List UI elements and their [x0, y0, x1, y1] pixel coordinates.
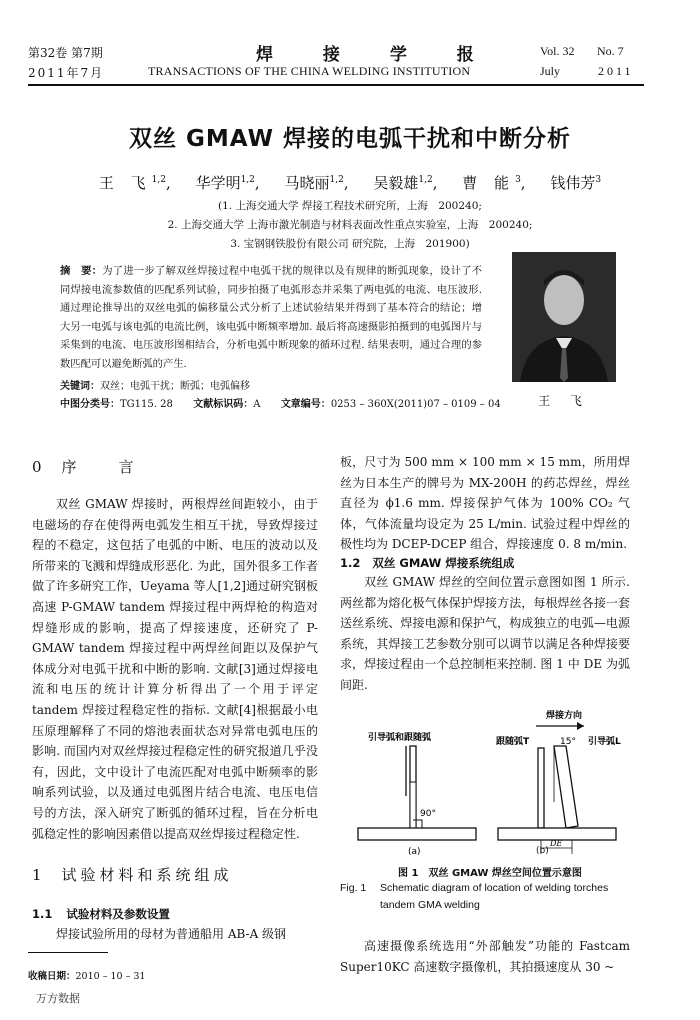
- header-rule: [28, 84, 644, 86]
- affiliation-1: (1. 上海交通大学 焊接工程技术研究所，上海 200240;: [218, 200, 482, 212]
- affiliation-2: 2. 上海交通大学 上海市激光制造与材料表面改性重点实验室，上海 200240;: [167, 219, 533, 231]
- author-photo: [512, 252, 616, 382]
- section-heading-0: 0 序 言: [32, 458, 138, 476]
- header-number-en: No. 7: [597, 44, 624, 58]
- paper-title: 双丝 GMAW 焊接的电弧干扰和中断分析: [129, 126, 571, 152]
- figure-caption-cn: 图 1 双丝 GMAW 焊丝空间位置示意图: [398, 868, 582, 879]
- lead-arc-label: 引导弧L: [588, 737, 621, 747]
- header-month-en: July: [540, 64, 561, 78]
- author: 王 飞$^{1,2}$,: [98, 174, 171, 192]
- keywords: 关键词：双丝；电弧干扰；断弧；电弧偏移: [60, 381, 250, 392]
- author: 曹 能$^3$,: [462, 174, 526, 192]
- lead-torch: [554, 746, 578, 828]
- subsection-heading-1-2: 1.2 双丝 GMAW 焊接系统组成: [340, 556, 515, 570]
- workpiece-a: [358, 828, 476, 840]
- header-volume-en: Vol. 32: [540, 44, 575, 58]
- right-column-top: 板，尺寸为 500 mm × 100 mm × 15 mm，所用焊丝为日本生产的牌号为 MX-200H 的药芯焊丝，焊丝直径为 ϕ1.6 mm. 焊接保护气体为 100% CO₂ 气体，气体流量均设定为 25 L/min. 试验过程中焊丝的极性均为 DCEP-DCEP 组合，焊接速度 0. 8 m/min.: [340, 455, 630, 552]
- figure-caption-en: Fig. 1 Schematic diagram of location of welding torches tandem GMA welding: [340, 882, 609, 911]
- figure-1-diagram: [340, 706, 640, 856]
- author: 钱伟芳$^3$: [550, 174, 602, 192]
- paragraph: 双丝 GMAW 焊接时，两根焊丝间距较小，由于电磁场的存在使得两电弧发生相互干扰，导致焊接过程的不稳定，这包括了电弧的中断、电压的波动以及所带来的飞溅和焊缝成形恶化. 为此，国外很多工作者做了许多研究工作，Ueyama 等人[1,2]通过研究钢板高速 P-GMAW tandem 焊接过程中两焊枪的构造对焊缝形成的影响，提高了焊接速度，还研究了 P-GMAW tandem 焊接过程中两焊丝间距以及保护气体成分对电弧干扰和中断的影响. 文献[3]通过焊接电流和电压的统计计算分析得出了一个用于评定 tandem 焊接过程稳定性的指标. 文献[4]根据最小电压原理解释了不同的熔池表面状态对异常电弧电压的影响. 而国内对双丝焊接过程稳定性的研究报道几乎没有，因此，文中设计了电流匹配对电弧中断频率的影响系列试验，以及通过电弧图片结合电流、电压电信号的方法，深入研究了断弧的循环过程，旨在分析电弧稳定性的影响因素借以提高双丝焊接过程稳定性.: [32, 497, 318, 841]
- header-year-en: 2011: [598, 64, 634, 78]
- classification-line: 中图分类号：TG115. 28 文献标识码：A 文章编号：0253 – 360X(2011)07 – 0109 – 04: [60, 399, 501, 410]
- watermark: 万方数据: [36, 992, 80, 1005]
- left-column-bottom: 焊接试验所用的母材为普通船用 AB-A 级钢: [56, 927, 287, 941]
- angle-a: 90°: [420, 809, 436, 819]
- subsection-heading-1-1: 1.1 试验材料及参数设置: [32, 907, 170, 921]
- subfigure-a-label: (a): [408, 847, 421, 856]
- right-column-mid: 双丝 GMAW 焊丝的空间位置示意图如图 1 所示. 两丝都为熔化极气体保护焊接方法，每根焊丝各接一套送丝系统、焊接电源和保护气，构成独立的电弧—电源系统，其焊接工艺参数分别可以调节以满足各种焊接要求，焊接过程由一个总控制柜来控制. 图 1 中 DE 为弧间距.: [340, 575, 630, 692]
- author: 华学明$^{1,2}$,: [195, 174, 260, 192]
- journal-title-cn: 焊 接 学 报: [256, 45, 496, 65]
- trail-torch: [538, 748, 544, 828]
- subfigure-b-label: (b): [536, 846, 549, 856]
- left-column-text: [32, 494, 318, 844]
- label-lead-trail-arcs: 引导弧和跟随弧: [368, 733, 432, 743]
- author-list: [0, 172, 700, 193]
- author: 马晓丽$^{1,2}$,: [284, 174, 349, 192]
- received-date: 收稿日期：2010 – 10 – 31: [28, 971, 146, 982]
- angle-b: 15°: [560, 737, 576, 747]
- header-date-cn: 2011年7月: [28, 66, 105, 80]
- footnote-rule: [28, 952, 108, 953]
- affiliation-3: 3. 宝钢钢铁股份有限公司 研究院，上海 201900): [230, 238, 470, 250]
- trail-arc-label: 跟随弧T: [496, 737, 530, 747]
- de-label: DE: [550, 839, 563, 848]
- header-volume-cn: 第32卷 第7期: [28, 46, 103, 60]
- right-column-bottom: 高速摄像系统选用“外部触发”功能的 Fastcam Super10KC 高速数字摄像机，其拍摄速度从 30 ~: [340, 939, 630, 974]
- author: 吴毅雄$^{1,2}$,: [373, 174, 438, 192]
- abstract: [60, 262, 482, 374]
- journal-title-en: TRANSACTIONS OF THE CHINA WELDING INSTITUTION: [148, 64, 471, 78]
- abstract-text: 为了进一步了解双丝焊接过程中电弧干扰的规律以及有规律的断弧现象，设计了不同焊接电流参数值的匹配系列试验，同步拍摄了电弧形态并采集了两电弧的电流、电压波形. 通过理论推导出的双丝电弧的偏移量公式分析了上述试验结果并得到了基本符合的结论；增大另一电弧与该电弧的电流比例，该电弧中断频率增加. 最后将高速摄影拍摄到的电弧图片与采集到的电流、电压波形图相结合，分析电弧中断现象的循环过程. 结果表明，通过合理的参数匹配可以避免断弧的产生.: [60, 265, 483, 370]
- section-heading-1: 1 试验材料和系统组成: [32, 866, 233, 884]
- abstract-label: 摘 要：: [60, 265, 103, 277]
- photo-caption: 王 飞: [538, 394, 590, 408]
- welding-direction-label: 焊接方向: [546, 711, 583, 721]
